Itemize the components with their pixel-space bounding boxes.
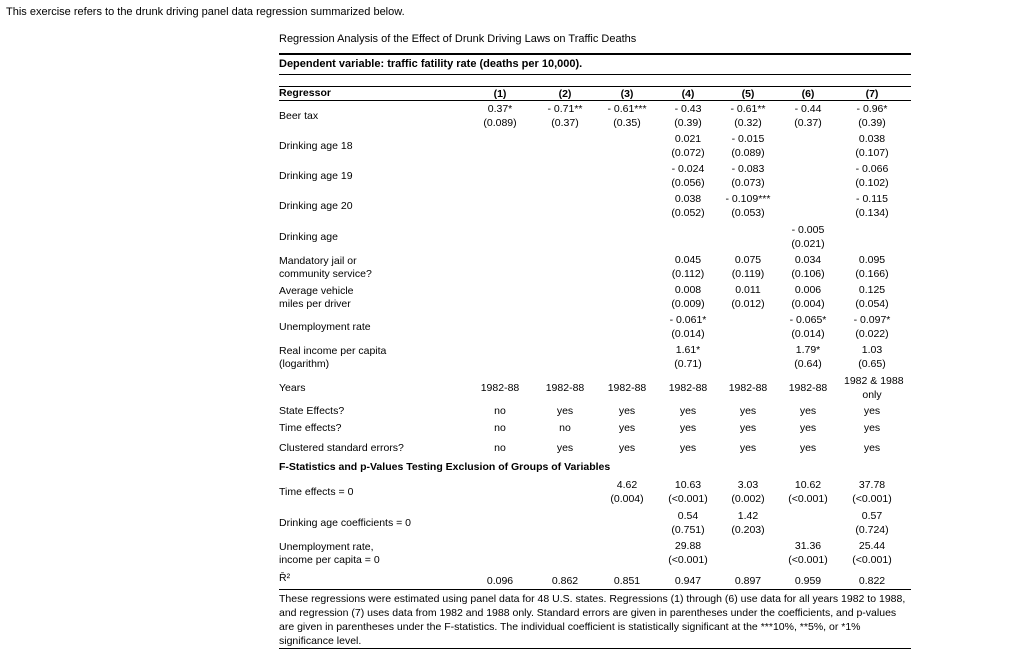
standard-error-cell: (0.089) xyxy=(731,147,765,159)
coefficient-cell: - 0.109*** xyxy=(725,193,771,205)
standard-error-cell: (0.134) xyxy=(855,207,889,219)
coefficient-cell: - 0.061* xyxy=(669,314,707,326)
clustered-cell: yes xyxy=(618,442,636,454)
years-cell: 1982-88 xyxy=(728,382,768,394)
standard-error-cell: (0.089) xyxy=(483,117,517,129)
f-row-label: Unemployment rate, xyxy=(279,541,374,553)
coefficient-cell: - 0.61*** xyxy=(607,103,647,115)
p-value-cell: (<0.001) xyxy=(788,554,828,566)
p-value-cell: (<0.001) xyxy=(668,493,708,505)
standard-error-cell: (0.012) xyxy=(731,298,765,310)
coefficient-cell: 0.075 xyxy=(734,254,762,266)
coefficient-cell: 0.034 xyxy=(794,254,822,266)
standard-error-cell: (0.32) xyxy=(734,117,762,129)
r-squared-cell: 0.822 xyxy=(858,575,886,587)
row-label: Drinking age xyxy=(279,231,338,243)
years-cell: 1982-88 xyxy=(545,382,585,394)
coefficient-cell: 1.03 xyxy=(861,344,883,356)
p-value-cell: (0.002) xyxy=(731,493,765,505)
f-stat-cell: 31.36 xyxy=(794,540,822,552)
row-label: Real income per capita xyxy=(279,345,387,357)
p-value-cell: (<0.001) xyxy=(852,493,892,505)
standard-error-cell: (0.35) xyxy=(613,117,641,129)
standard-error-cell: (0.166) xyxy=(855,268,889,280)
clustered-cell: yes xyxy=(556,442,574,454)
coefficient-cell: 0.006 xyxy=(794,284,822,296)
standard-error-cell: (0.39) xyxy=(674,117,702,129)
coefficient-cell: - 0.083 xyxy=(731,163,765,175)
f-stat-cell: 10.63 xyxy=(674,479,702,491)
standard-error-cell: (0.021) xyxy=(791,238,825,250)
p-value-cell: (0.203) xyxy=(731,524,765,536)
standard-error-cell: (0.39) xyxy=(858,117,886,129)
standard-error-cell: (0.004) xyxy=(791,298,825,310)
time-effects-label: Time effects? xyxy=(279,422,342,434)
standard-error-cell: (0.106) xyxy=(791,268,825,280)
row-label: (logarithm) xyxy=(279,358,330,370)
coefficient-cell: - 0.066 xyxy=(855,163,889,175)
rule-under-dependent xyxy=(279,74,911,75)
clustered-cell: yes xyxy=(863,442,881,454)
clustered-cell: yes xyxy=(739,442,757,454)
coefficient-cell: 0.008 xyxy=(674,284,702,296)
column-header: (4) xyxy=(681,88,695,100)
standard-error-cell: (0.102) xyxy=(855,177,889,189)
time-effects-cell: no xyxy=(494,422,506,434)
p-value-cell: (0.751) xyxy=(671,524,705,536)
standard-error-cell: (0.009) xyxy=(671,298,705,310)
coefficient-cell: 0.095 xyxy=(858,254,886,266)
column-header: (7) xyxy=(865,88,879,100)
r-squared-cell: 0.959 xyxy=(794,575,822,587)
p-value-cell: (0.724) xyxy=(855,524,889,536)
row-label: Beer tax xyxy=(279,110,319,122)
standard-error-cell: (0.37) xyxy=(551,117,579,129)
state-effects-cell: yes xyxy=(556,405,574,417)
coefficient-cell: 0.125 xyxy=(858,284,886,296)
standard-error-cell: (0.64) xyxy=(794,358,822,370)
intro-text: This exercise refers to the drunk driving panel data regression summarized below. xyxy=(6,6,405,18)
standard-error-cell: (0.107) xyxy=(855,147,889,159)
standard-error-cell: (0.71) xyxy=(674,358,702,370)
f-row-label: Drinking age coefficients = 0 xyxy=(279,517,412,529)
years-cell: 1982-88 xyxy=(607,382,647,394)
f-stat-cell: 3.03 xyxy=(737,479,759,491)
r-squared-label: R̄² xyxy=(279,572,291,584)
standard-error-cell: (0.65) xyxy=(858,358,886,370)
standard-error-cell: (0.37) xyxy=(794,117,822,129)
top-rule xyxy=(279,53,911,55)
years-cell: 1982-88 xyxy=(788,382,828,394)
r-squared-cell: 0.851 xyxy=(613,575,641,587)
coefficient-cell: - 0.61** xyxy=(730,103,766,115)
state-effects-cell: yes xyxy=(679,405,697,417)
coefficient-cell: 0.021 xyxy=(674,133,702,145)
rule-above-note xyxy=(279,589,911,590)
coefficient-cell: - 0.024 xyxy=(671,163,705,175)
coefficient-cell: 0.011 xyxy=(735,284,761,296)
column-header: (6) xyxy=(801,88,815,100)
p-value-cell: (<0.001) xyxy=(788,493,828,505)
years-cell: 1982 & 1988 xyxy=(844,375,904,387)
state-effects-cell: yes xyxy=(799,405,817,417)
standard-error-cell: (0.053) xyxy=(731,207,765,219)
p-value-cell: (<0.001) xyxy=(852,554,892,566)
standard-error-cell: (0.054) xyxy=(855,298,889,310)
time-effects-cell: yes xyxy=(739,422,757,434)
f-stat-cell: 1.42 xyxy=(737,510,759,522)
column-header: (1) xyxy=(493,88,507,100)
table-title: Regression Analysis of the Effect of Drunk Driving Laws on Traffic Deaths xyxy=(279,33,637,45)
f-row-label: income per capita = 0 xyxy=(279,554,380,566)
state-effects-label: State Effects? xyxy=(279,405,345,417)
f-stat-cell: 25.44 xyxy=(858,540,886,552)
coefficient-cell: - 0.71** xyxy=(547,103,583,115)
coefficient-cell: - 0.015 xyxy=(731,133,765,145)
coefficient-cell: 0.038 xyxy=(858,133,886,145)
f-row-label: Time effects = 0 xyxy=(279,486,354,498)
regressor-header: Regressor xyxy=(279,87,331,99)
row-label: Drinking age 20 xyxy=(279,200,353,212)
standard-error-cell: (0.052) xyxy=(671,207,705,219)
coefficient-cell: - 0.097* xyxy=(853,314,891,326)
coefficient-cell: 0.045 xyxy=(674,254,702,266)
f-stat-header: F-Statistics and p-Values Testing Exclusion of Groups of Variables xyxy=(279,461,611,473)
time-effects-cell: yes xyxy=(618,422,636,434)
row-label: Unemployment rate xyxy=(279,321,371,333)
r-squared-cell: 0.862 xyxy=(551,575,579,587)
column-header: (5) xyxy=(741,88,755,100)
coefficient-cell: - 0.96* xyxy=(856,103,888,115)
clustered-cell: yes xyxy=(679,442,697,454)
coefficient-cell: 1.79* xyxy=(795,344,821,356)
row-label: Drinking age 19 xyxy=(279,170,353,182)
clustered-label: Clustered standard errors? xyxy=(279,442,404,454)
p-value-cell: (0.004) xyxy=(610,493,644,505)
row-label: Mandatory jail or xyxy=(279,255,357,267)
coefficient-cell: - 0.115 xyxy=(856,193,888,205)
coefficient-cell: 0.37* xyxy=(487,103,513,115)
row-label: miles per driver xyxy=(279,298,351,310)
f-stat-cell: 10.62 xyxy=(794,479,822,491)
years-cell: 1982-88 xyxy=(668,382,708,394)
state-effects-cell: yes xyxy=(739,405,757,417)
standard-error-cell: (0.119) xyxy=(731,268,765,280)
state-effects-cell: yes xyxy=(618,405,636,417)
bottom-rule xyxy=(279,648,911,649)
r-squared-cell: 0.947 xyxy=(674,575,702,587)
clustered-cell: no xyxy=(494,442,506,454)
time-effects-cell: no xyxy=(559,422,571,434)
row-label: community service? xyxy=(279,268,372,280)
clustered-cell: yes xyxy=(799,442,817,454)
time-effects-cell: yes xyxy=(799,422,817,434)
f-stat-cell: 37.78 xyxy=(858,479,886,491)
dependent-variable: Dependent variable: traffic fatility rate (deaths per 10,000). xyxy=(279,58,583,70)
standard-error-cell: (0.072) xyxy=(671,147,705,159)
years-cell: only xyxy=(862,389,882,401)
years-label: Years xyxy=(279,382,306,394)
coefficient-cell: - 0.43 xyxy=(674,103,702,115)
standard-error-cell: (0.073) xyxy=(731,177,765,189)
state-effects-cell: no xyxy=(494,405,506,417)
row-label: Drinking age 18 xyxy=(279,140,353,152)
coefficient-cell: - 0.44 xyxy=(794,103,822,115)
f-stat-cell: 0.57 xyxy=(861,510,883,522)
column-header: (3) xyxy=(620,88,634,100)
standard-error-cell: (0.112) xyxy=(671,268,705,280)
row-label: Average vehicle xyxy=(279,285,354,297)
coefficient-cell: 0.038 xyxy=(674,193,702,205)
coefficient-cell: - 0.065* xyxy=(789,314,827,326)
f-stat-cell: 29.88 xyxy=(674,540,702,552)
coefficient-cell: 1.61* xyxy=(675,344,701,356)
state-effects-cell: yes xyxy=(863,405,881,417)
r-squared-cell: 0.897 xyxy=(734,575,762,587)
time-effects-cell: yes xyxy=(679,422,697,434)
r-squared-cell: 0.096 xyxy=(486,575,514,587)
time-effects-cell: yes xyxy=(863,422,881,434)
coefficient-cell: - 0.005 xyxy=(791,224,825,236)
table-note: These regressions were estimated using panel data for 48 U.S. states. Regressions (1) through (6) use data for all years 1982 to 1988, and regression (7) uses data from 1982 and 1988 only. Standard errors are given in parentheses under the coefficients, and p-values are given in parentheses under the F-statistics. The individual coefficient is statistically significant at the ***10%, **5%, or *1% significance level. xyxy=(279,593,906,647)
standard-error-cell: (0.022) xyxy=(855,328,889,340)
column-header: (2) xyxy=(558,88,572,100)
standard-error-cell: (0.056) xyxy=(671,177,705,189)
standard-error-cell: (0.014) xyxy=(671,328,705,340)
p-value-cell: (<0.001) xyxy=(668,554,708,566)
years-cell: 1982-88 xyxy=(480,382,520,394)
f-stat-cell: 4.62 xyxy=(616,479,638,491)
f-stat-cell: 0.54 xyxy=(677,510,699,522)
standard-error-cell: (0.014) xyxy=(791,328,825,340)
